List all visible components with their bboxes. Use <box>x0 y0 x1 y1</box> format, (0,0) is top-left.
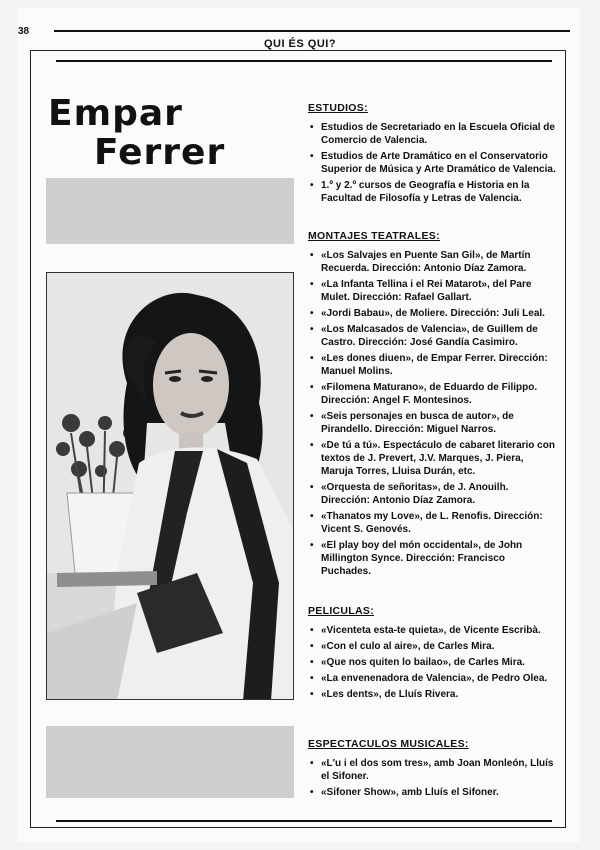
list-item: • «Que nos quiten lo bailao», de Carles Mira. <box>308 656 556 669</box>
section-heading: ESTUDIOS: <box>308 102 368 114</box>
name-first: Empar <box>48 93 183 134</box>
list-item: • Estudios de Arte Dramático en el Conservatorio Superior de Música y Arte Dramático de Valencia. <box>308 150 556 176</box>
portrait-photo <box>46 272 294 700</box>
list-item: • «Seis personajes en busca de autor», de Pirandello. Dirección: Miguel Narros. <box>308 410 556 436</box>
portrait-illustration <box>47 273 294 700</box>
inner-top-rule <box>56 60 552 62</box>
list-item: • «Les dents», de Lluís Rivera. <box>308 688 556 701</box>
list-item: • «Thanatos my Love», de L. Renofis. Dirección: Vicent S. Genovés. <box>308 510 556 536</box>
grey-box-top <box>46 178 294 244</box>
section-heading: MONTAJES TEATRALES: <box>308 230 440 242</box>
list-item: • «L'u i el dos som tres», amb Joan Monleón, Lluís el Sifoner. <box>308 757 556 783</box>
running-head: QUI ÉS QUI? <box>263 38 337 50</box>
section-studies <box>308 102 556 208</box>
section-music <box>308 738 556 802</box>
list-item: • «Los Malcasados de Valencia», de Guillem de Castro. Dirección: José Gandía Casimiro. <box>308 323 556 349</box>
section-heading: ESPECTACULOS MUSICALES: <box>308 738 469 750</box>
list-item: • Estudios de Secretariado en la Escuela Oficial de Comercio de Valencia. <box>308 121 556 147</box>
bottom-rule <box>56 820 552 822</box>
list-item: • «Jordi Babau», de Moliere. Dirección: Juli Leal. <box>308 307 556 320</box>
page-number: 38 <box>18 26 30 37</box>
studies-list <box>308 121 556 205</box>
section-heading: PELICULAS: <box>308 605 374 617</box>
list-item: • «De tú a tú». Espectáculo de cabaret literario con textos de J. Prevert, J.V. Marques, J. Piera, Maruja Torres, Lluisa Durán, etc. <box>308 439 556 478</box>
list-item: • «Con el culo al aire», de Carles Mira. <box>308 640 556 653</box>
list-item: • «La Infanta Tellina i el Rei Matarot», del Pare Mulet. Dirección: Rafael Gallart. <box>308 278 556 304</box>
theatre-list <box>308 249 556 578</box>
top-rule <box>54 30 570 32</box>
list-item: • «Les dones diuen», de Empar Ferrer. Dirección: Manuel Molins. <box>308 352 556 378</box>
list-item: • «La envenenadora de Valencia», de Pedro Olea. <box>308 672 556 685</box>
list-item: • «Sifoner Show», amb Lluís el Sifoner. <box>308 786 556 799</box>
name-last: Ferrer <box>94 132 226 173</box>
grey-box-bottom <box>46 726 294 798</box>
section-theatre <box>308 230 556 581</box>
list-item: • «El play boy del món occidental», de John Millington Synce. Dirección: Francisco Puchades. <box>308 539 556 578</box>
section-films <box>308 605 556 704</box>
list-item: • «Orquesta de señoritas», de J. Anouilh. Dirección: Antonio Díaz Zamora. <box>308 481 556 507</box>
list-item: • «Filomena Maturano», de Eduardo de Filippo. Dirección: Angel F. Montesinos. <box>308 381 556 407</box>
list-item: • «Vicenteta esta-te quieta», de Vicente Escribà. <box>308 624 556 637</box>
films-list <box>308 624 556 701</box>
music-list <box>308 757 556 799</box>
list-item: • «Los Salvajes en Puente San Gil», de Martín Recuerda. Dirección: Antonio Díaz Zamora. <box>308 249 556 275</box>
list-item: • 1.º y 2.º cursos de Geografía e Historia en la Facultad de Filosofía y Letras de Valencia. <box>308 179 556 205</box>
